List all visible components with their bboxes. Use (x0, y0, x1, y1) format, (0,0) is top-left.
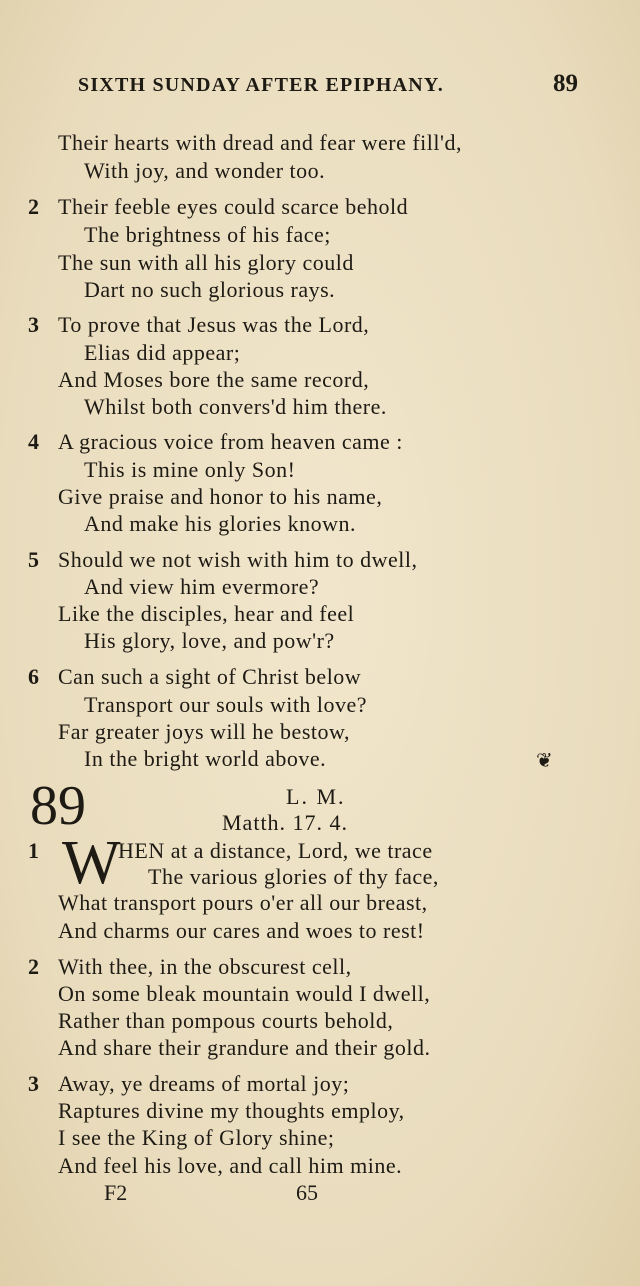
fleuron-ornament-icon: ❦ (536, 750, 553, 772)
verse-number: 5 (28, 547, 39, 572)
running-title: SIXTH SUNDAY AFTER EPIPHANY. (78, 74, 444, 96)
verse-line: And make his glories known. (84, 511, 356, 536)
footer-page-number: 65 (296, 1180, 318, 1205)
verse-number: 6 (28, 664, 39, 689)
verse-number: 4 (28, 429, 39, 454)
signature-mark: F2 (104, 1180, 128, 1205)
verse-line: With thee, in the obscurest cell, (58, 954, 352, 979)
verse-line: Far greater joys will he bestow, (58, 719, 350, 744)
verse-line: His glory, love, and pow'r? (84, 628, 335, 653)
verse-number: 2 (28, 194, 39, 219)
hymn-number: 89 (30, 775, 86, 837)
verse-number: 1 (28, 838, 39, 863)
verse-line: Rather than pompous courts behold, (58, 1008, 394, 1033)
verse-number: 3 (28, 1071, 39, 1096)
page-number: 89 (553, 70, 578, 97)
verse-line: Raptures divine my thoughts employ, (58, 1098, 405, 1123)
verse-line: A gracious voice from heaven came : (58, 429, 403, 454)
verse-line: HEN at a distance, Lord, we trace (118, 838, 433, 863)
verse-line: Should we not wish with him to dwell, (58, 547, 418, 572)
verse-line: To prove that Jesus was the Lord, (58, 312, 370, 337)
verse-line: Whilst both convers'd him there. (84, 394, 387, 419)
verse-line: This is mine only Son! (84, 457, 296, 482)
verse-line: With joy, and wonder too. (84, 158, 326, 183)
running-header (78, 70, 578, 104)
verse-line: Dart no such glorious rays. (84, 277, 336, 302)
verse-line: The brightness of his face; (84, 222, 331, 247)
verse-line: Away, ye dreams of mortal joy; (58, 1071, 350, 1096)
verse-line: Transport our souls with love? (84, 692, 368, 717)
verse-line: And charms our cares and woes to rest! (58, 918, 425, 943)
verse-line: The sun with all his glory could (58, 250, 354, 275)
verse-line: On some bleak mountain would I dwell, (58, 981, 431, 1006)
verse-line: And feel his love, and call him mine. (58, 1153, 403, 1178)
verse-line: In the bright world above. (84, 746, 327, 771)
verse-line: The various glories of thy face, (148, 864, 439, 889)
verse-line: Their hearts with dread and fear were fill'd, (58, 130, 462, 155)
drop-cap: W (62, 829, 121, 897)
scripture-reference: Matth. 17. 4. (222, 810, 349, 835)
verse-line: I see the King of Glory shine; (58, 1125, 335, 1150)
verse-line: Like the disciples, hear and feel (58, 601, 355, 626)
verse-line: Give praise and honor to his name, (58, 484, 383, 509)
verse-number: 2 (28, 954, 39, 979)
verse-line: And view him evermore? (84, 574, 320, 599)
verse-line: And share their grandure and their gold. (58, 1035, 431, 1060)
verse-line: What transport pours o'er all our breast, (58, 890, 428, 915)
verse-line: Can such a sight of Christ below (58, 664, 362, 689)
verse-line: And Moses bore the same record, (58, 367, 370, 392)
hymn-meter: L. M. (286, 784, 346, 809)
verse-line: Elias did appear; (84, 340, 241, 365)
verse-line: Their feeble eyes could scarce behold (58, 194, 409, 219)
verse-number: 3 (28, 312, 39, 337)
